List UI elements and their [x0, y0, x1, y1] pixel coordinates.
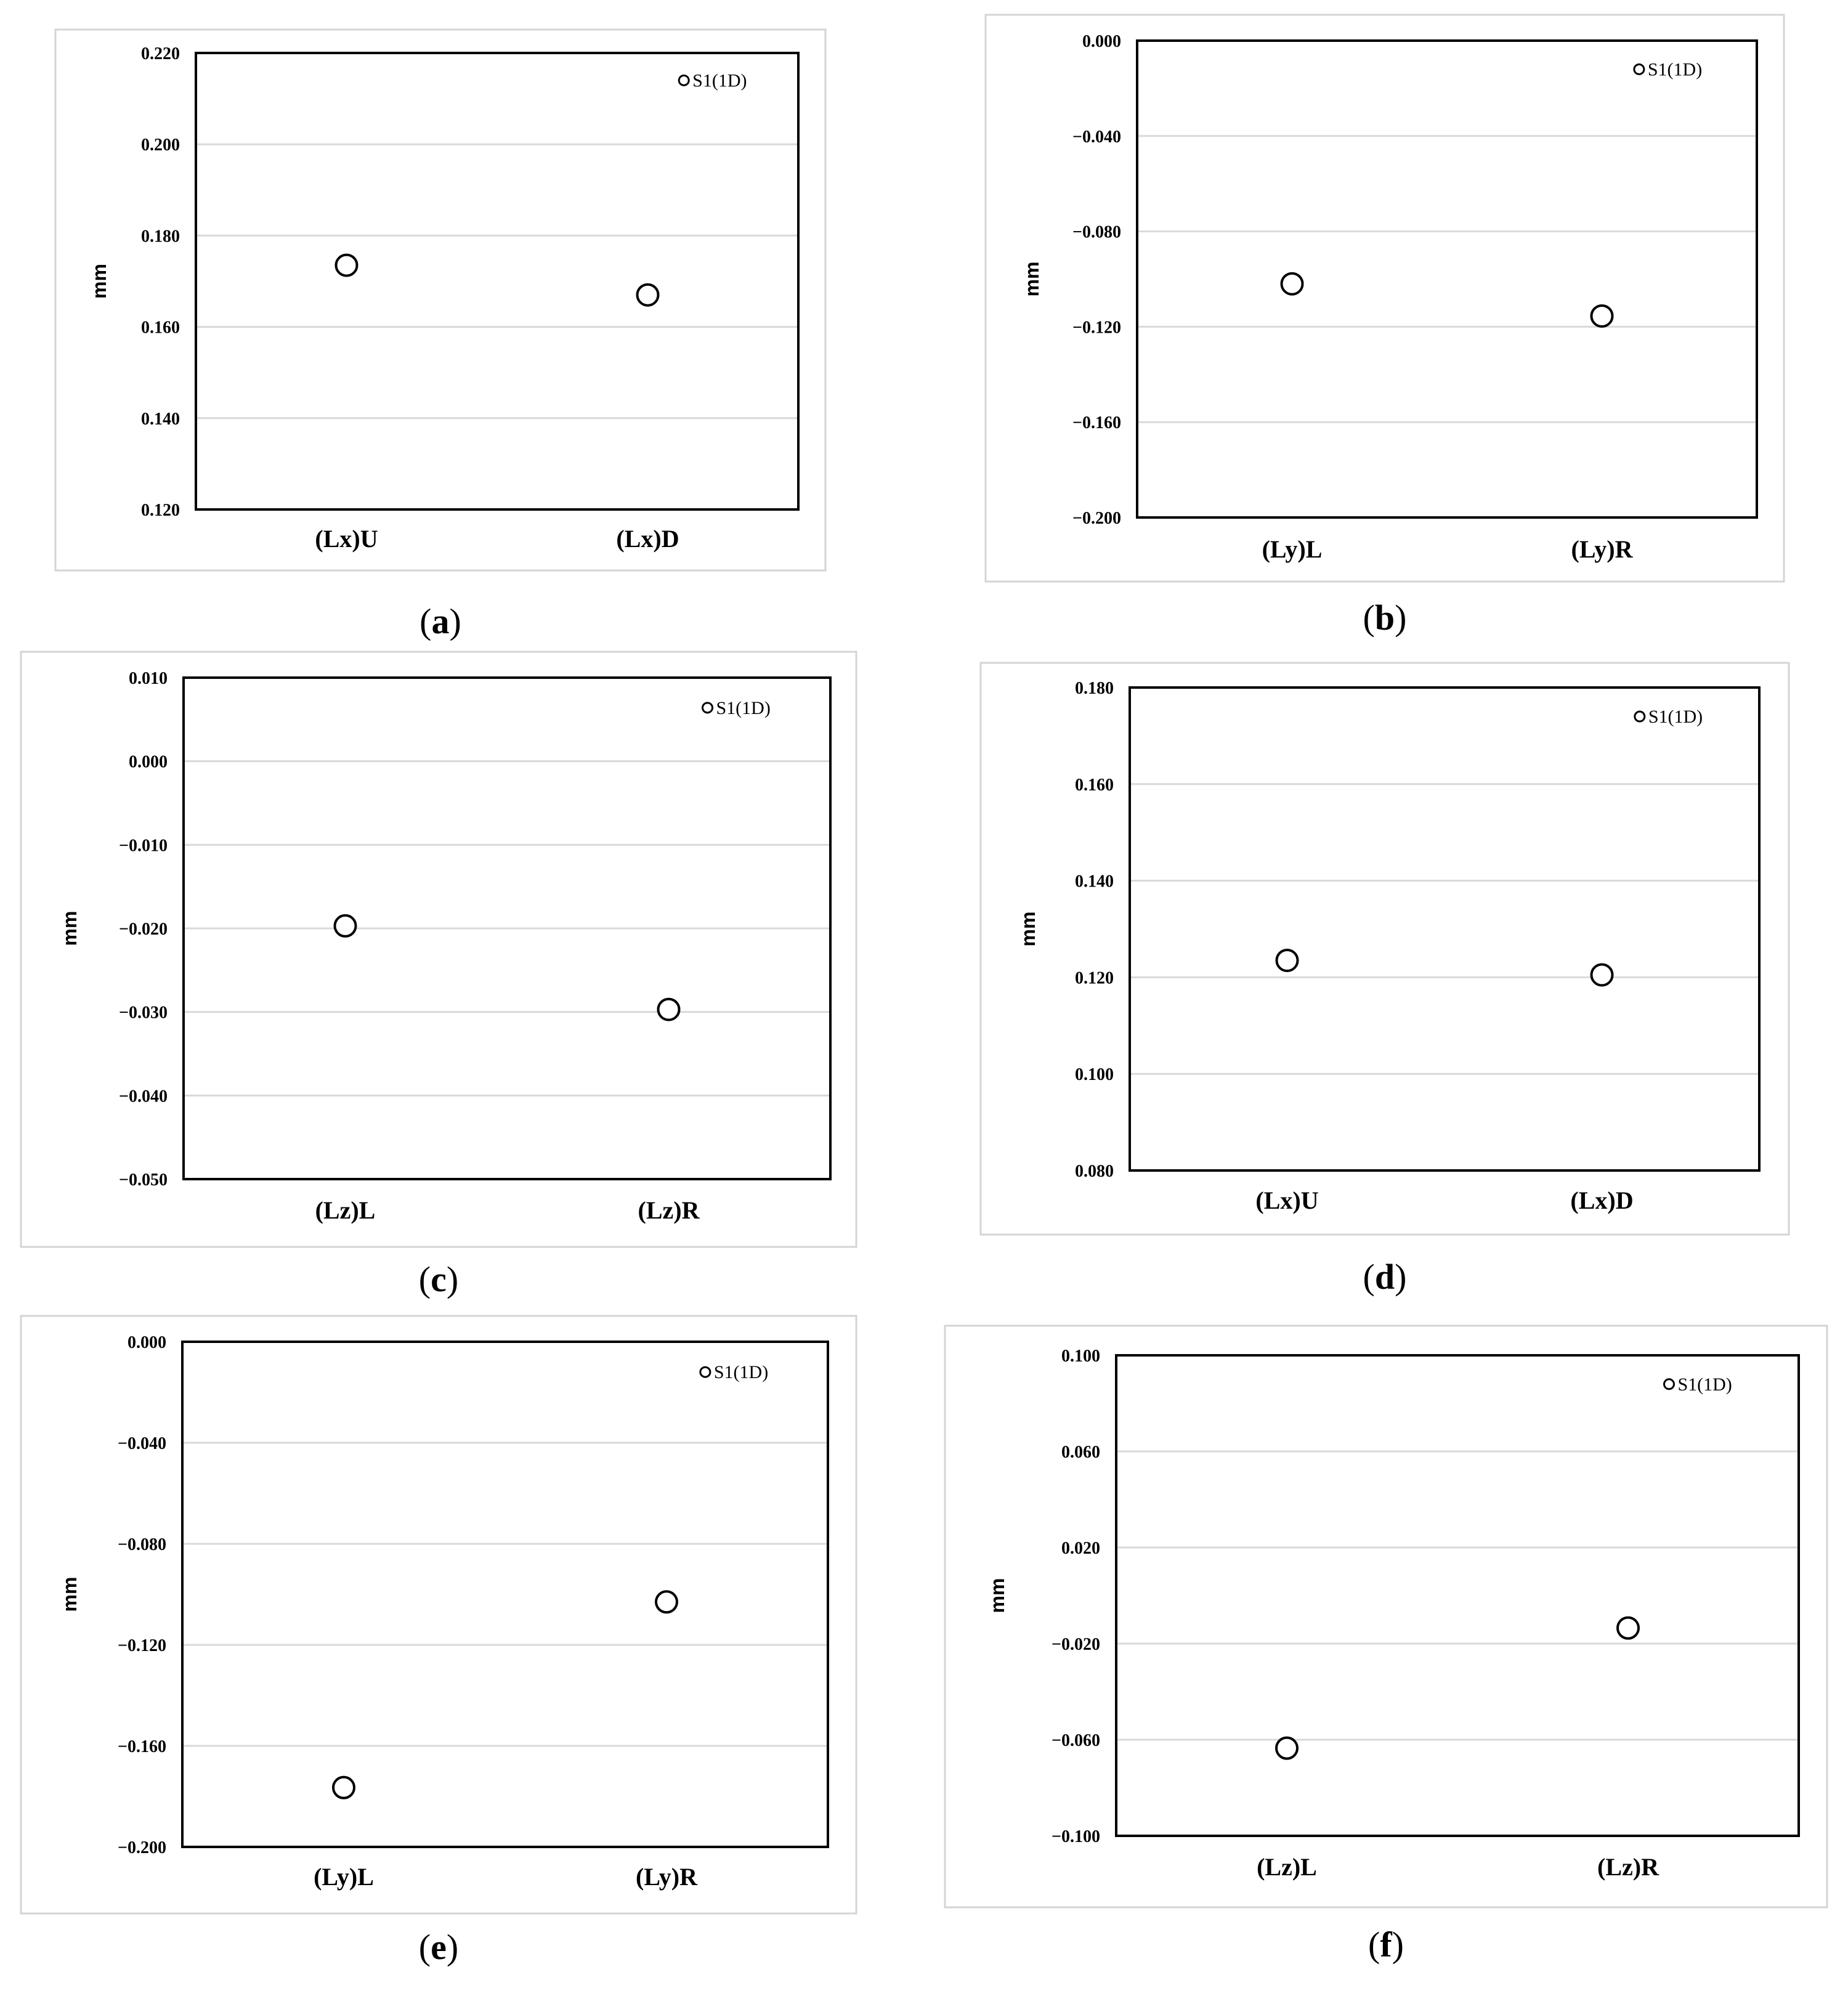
- y-tick-label: −0.030: [119, 1003, 168, 1023]
- panel-frame: [945, 1326, 1827, 1907]
- x-tick-label: (Lx)D: [1570, 1187, 1634, 1214]
- y-tick-label: −0.200: [1072, 509, 1121, 528]
- data-point: [335, 915, 356, 936]
- x-tick-label: (Lz)L: [1257, 1853, 1317, 1881]
- x-tick-label: (Lx)U: [1255, 1187, 1319, 1214]
- chart-panel-c: [21, 652, 856, 1299]
- legend-label: S1(1D): [716, 697, 771, 718]
- y-tick-label: −0.080: [1072, 222, 1121, 242]
- y-tick-label: −0.010: [119, 836, 168, 856]
- x-tick-label: (Lz)R: [1597, 1853, 1659, 1881]
- x-tick-label: (Lz)R: [638, 1196, 700, 1224]
- y-tick-label: 0.010: [129, 669, 168, 688]
- y-axis-label: mm: [986, 1578, 1008, 1613]
- y-tick-label: −0.080: [118, 1535, 166, 1554]
- data-point: [1592, 964, 1613, 985]
- y-tick-label: −0.050: [119, 1170, 168, 1190]
- y-tick-label: −0.120: [1072, 318, 1121, 338]
- x-tick-label: (Lx)D: [616, 525, 679, 553]
- x-tick-label: (Lx)U: [315, 525, 378, 553]
- y-tick-label: −0.120: [118, 1636, 166, 1655]
- data-point: [638, 285, 659, 306]
- y-axis-label: mm: [59, 911, 81, 946]
- chart-panel-e: [21, 1316, 856, 1967]
- y-tick-label: 0.160: [141, 318, 180, 338]
- y-tick-label: 0.140: [141, 409, 180, 429]
- y-tick-label: 0.020: [1061, 1539, 1100, 1558]
- y-tick-label: 0.000: [129, 752, 168, 772]
- panel-caption: (c): [418, 1259, 459, 1299]
- y-tick-label: −0.160: [1072, 413, 1121, 433]
- legend-label: S1(1D): [713, 1362, 769, 1383]
- legend-marker: [700, 1367, 710, 1377]
- y-tick-label: 0.000: [128, 1333, 166, 1352]
- y-tick-label: 0.220: [141, 44, 180, 63]
- y-axis-label: mm: [59, 1576, 81, 1612]
- y-tick-label: −0.100: [1052, 1827, 1100, 1846]
- legend-label: S1(1D): [1648, 707, 1703, 728]
- legend-marker: [1664, 1379, 1674, 1389]
- x-tick-label: (Lz)L: [315, 1196, 376, 1224]
- legend-label: S1(1D): [692, 70, 747, 91]
- panel-caption: (d): [1363, 1257, 1407, 1297]
- panel-caption: (a): [419, 601, 461, 641]
- legend-marker: [703, 703, 713, 713]
- y-tick-label: 0.100: [1075, 1065, 1114, 1085]
- panel-frame: [55, 30, 825, 570]
- y-axis-label: mm: [1017, 911, 1039, 947]
- data-point: [1592, 306, 1613, 327]
- panel-caption: (e): [418, 1927, 459, 1967]
- y-tick-label: 0.160: [1075, 775, 1114, 795]
- x-tick-label: (Ly)L: [314, 1863, 374, 1891]
- data-point: [1276, 1738, 1297, 1759]
- y-tick-label: −0.020: [119, 920, 168, 939]
- legend-label: S1(1D): [1677, 1374, 1732, 1395]
- y-tick-label: −0.040: [1072, 127, 1121, 147]
- data-point: [1618, 1618, 1639, 1639]
- panel-frame: [21, 1316, 856, 1913]
- panel-caption: (b): [1363, 598, 1407, 638]
- y-axis-label: mm: [1021, 261, 1043, 297]
- y-tick-label: 0.180: [141, 227, 180, 246]
- y-tick-label: 0.100: [1061, 1347, 1100, 1366]
- y-tick-label: 0.000: [1082, 32, 1121, 51]
- chart-panel-a: [55, 30, 825, 641]
- y-tick-label: −0.160: [118, 1737, 166, 1756]
- y-tick-label: 0.200: [141, 136, 180, 155]
- legend-marker: [1635, 712, 1645, 721]
- panel-frame: [21, 652, 856, 1247]
- data-point: [1282, 274, 1303, 294]
- chart-panel-b: [986, 15, 1784, 638]
- y-tick-label: 0.120: [141, 501, 180, 520]
- x-tick-label: (Ly)R: [636, 1863, 697, 1891]
- data-point: [333, 1777, 354, 1798]
- y-tick-label: 0.080: [1075, 1162, 1114, 1181]
- y-tick-label: 0.140: [1075, 872, 1114, 891]
- chart-panel-d: [981, 663, 1789, 1297]
- y-tick-label: 0.180: [1075, 679, 1114, 698]
- x-tick-label: (Ly)L: [1262, 535, 1323, 563]
- data-point: [659, 999, 679, 1020]
- y-axis-label: mm: [88, 264, 110, 299]
- panel-frame: [981, 663, 1789, 1235]
- x-tick-label: (Ly)R: [1571, 535, 1633, 563]
- data-point: [1277, 950, 1298, 971]
- data-point: [656, 1591, 677, 1612]
- panel-frame: [986, 15, 1784, 582]
- y-tick-label: −0.020: [1052, 1635, 1100, 1654]
- legend-label: S1(1D): [1647, 59, 1703, 80]
- y-tick-label: −0.040: [119, 1087, 168, 1106]
- legend-marker: [1634, 64, 1644, 74]
- chart-panel-f: [945, 1326, 1827, 1965]
- legend-marker: [679, 75, 689, 85]
- y-tick-label: −0.060: [1052, 1731, 1100, 1750]
- data-point: [336, 255, 357, 276]
- y-tick-label: 0.060: [1061, 1443, 1100, 1462]
- panel-caption: (f): [1368, 1925, 1404, 1965]
- y-tick-label: −0.200: [118, 1838, 166, 1857]
- y-tick-label: 0.120: [1075, 968, 1114, 988]
- y-tick-label: −0.040: [118, 1434, 166, 1453]
